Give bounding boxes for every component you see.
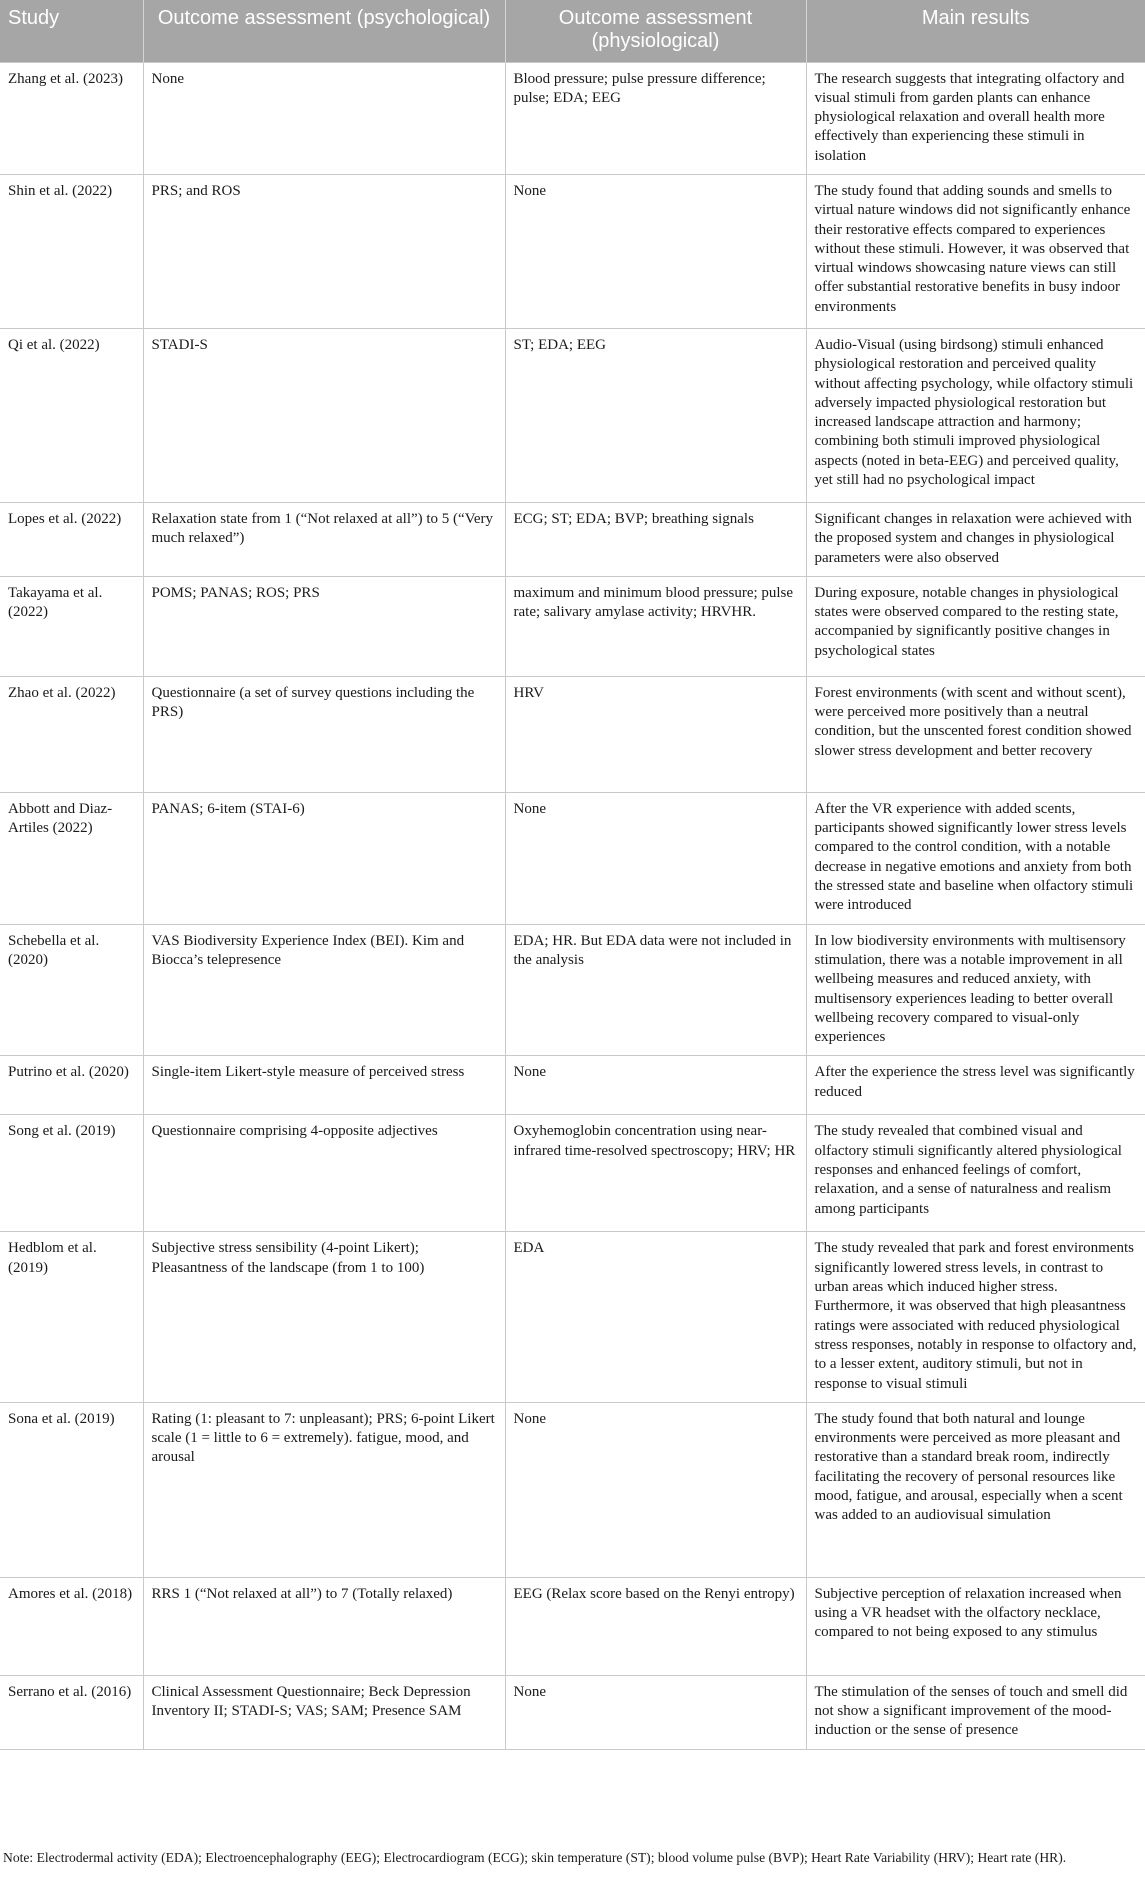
- table-row: [0, 1115, 1145, 1232]
- table-row: [0, 328, 1145, 502]
- table-row: [0, 924, 1145, 1056]
- header-main-results: Main results: [806, 0, 1145, 62]
- cell-study: Takayama et al. (2022): [0, 576, 143, 676]
- cell-study: Serrano et al. (2016): [0, 1675, 143, 1749]
- cell-main-results: The study found that both natural and lounge environments were perceived as more pleasant and restorative than a standard break room, indirectly facilitating the recovery of personal resources like mood, fatigue, and arousal, especially when a scent was added to an audiovisual simulation: [806, 1402, 1145, 1577]
- table-row: [0, 502, 1145, 576]
- cell-main-results: The study found that adding sounds and smells to virtual nature windows did not significantly enhance their restorative effects compared to experiences without these stimuli. However, it was observed that virtual windows showcasing nature views can still offer substantial restorative benefits in busy indoor environments: [806, 174, 1145, 328]
- cell-study: Amores et al. (2018): [0, 1577, 143, 1675]
- cell-main-results: Forest environments (with scent and without scent), were perceived more positively than a neutral condition, but the unscented forest condition showed slower stress development and better recovery: [806, 676, 1145, 792]
- cell-main-results: After the experience the stress level was significantly reduced: [806, 1056, 1145, 1115]
- cell-study: Zhao et al. (2022): [0, 676, 143, 792]
- cell-study: Schebella et al. (2020): [0, 924, 143, 1056]
- table-row: [0, 676, 1145, 792]
- cell-physiological: Blood pressure; pulse pressure difference; pulse; EDA; EEG: [505, 62, 806, 174]
- cell-main-results: Significant changes in relaxation were achieved with the proposed system and changes in physiological parameters were also observed: [806, 502, 1145, 576]
- cell-psychological: Single-item Likert-style measure of perceived stress: [143, 1056, 505, 1115]
- cell-physiological: Oxyhemoglobin concentration using near-infrared time-resolved spectroscopy; HRV; HR: [505, 1115, 806, 1232]
- cell-main-results: In low biodiversity environments with multisensory stimulation, there was a notable improvement in all wellbeing measures and reduced anxiety, with multisensory experiences leading to better overall wellbeing recovery compared to visual-only experiences: [806, 924, 1145, 1056]
- table-header: [0, 0, 1145, 62]
- cell-main-results: During exposure, notable changes in physiological states were observed compared to the resting state, accompanied by significantly positive changes in psychological states: [806, 576, 1145, 676]
- cell-physiological: None: [505, 1402, 806, 1577]
- cell-physiological: ECG; ST; EDA; BVP; breathing signals: [505, 502, 806, 576]
- cell-main-results: Audio-Visual (using birdsong) stimuli enhanced physiological restoration and perceived quality without affecting psychology, while olfactory stimuli adversely impacted physiological restoration but increased landscape attraction and harmony; combining both stimuli improved physiological aspects (noted in beta-EEG) and perceived quality, yet still had no psychological impact: [806, 328, 1145, 502]
- cell-main-results: The research suggests that integrating olfactory and visual stimuli from garden plants can enhance physiological relaxation and overall health more effectively than experiencing these stimuli in isolation: [806, 62, 1145, 174]
- cell-psychological: Questionnaire (a set of survey questions including the PRS): [143, 676, 505, 792]
- cell-physiological: EEG (Relax score based on the Renyi entropy): [505, 1577, 806, 1675]
- cell-study: Song et al. (2019): [0, 1115, 143, 1232]
- table-body: [0, 62, 1145, 1749]
- table-row: [0, 174, 1145, 328]
- cell-psychological: Clinical Assessment Questionnaire; Beck Depression Inventory II; STADI-S; VAS; SAM; Presence SAM: [143, 1675, 505, 1749]
- cell-study: Lopes et al. (2022): [0, 502, 143, 576]
- table-row: [0, 1675, 1145, 1749]
- cell-main-results: After the VR experience with added scents, participants showed significantly lower stress levels compared to the control condition, with a notable decrease in negative emotions and anxiety from both the stressed state and baseline when olfactory stimuli were introduced: [806, 792, 1145, 924]
- cell-psychological: Subjective stress sensibility (4-point Likert); Pleasantness of the landscape (from 1 to 100): [143, 1232, 505, 1402]
- cell-study: Hedblom et al. (2019): [0, 1232, 143, 1402]
- table-row: [0, 62, 1145, 174]
- header-psychological: Outcome assessment (psychological): [143, 0, 505, 62]
- cell-psychological: Rating (1: pleasant to 7: unpleasant); PRS; 6-point Likert scale (1 = little to 6 = extremely). fatigue, mood, and arousal: [143, 1402, 505, 1577]
- header-physiological: Outcome assessment (physiological): [505, 0, 806, 62]
- header-study: Study: [0, 0, 143, 62]
- cell-psychological: VAS Biodiversity Experience Index (BEI). Kim and Biocca’s telepresence: [143, 924, 505, 1056]
- table-row: [0, 576, 1145, 676]
- cell-physiological: HRV: [505, 676, 806, 792]
- cell-psychological: Questionnaire comprising 4-opposite adjectives: [143, 1115, 505, 1232]
- table-footnote: Note: Electrodermal activity (EDA); Electroencephalography (EEG); Electrocardiogram (ECG); skin temperature (ST); blood volume pulse (BVP); Heart Rate Variability (HRV); Heart rate (HR).: [3, 1850, 1067, 1865]
- table-row: [0, 792, 1145, 924]
- cell-study: Shin et al. (2022): [0, 174, 143, 328]
- cell-psychological: None: [143, 62, 505, 174]
- table-row: [0, 1402, 1145, 1577]
- cell-study: Abbott and Diaz-Artiles (2022): [0, 792, 143, 924]
- cell-study: Qi et al. (2022): [0, 328, 143, 502]
- cell-study: Sona et al. (2019): [0, 1402, 143, 1577]
- cell-main-results: Subjective perception of relaxation increased when using a VR headset with the olfactory necklace, compared to not being exposed to any stimulus: [806, 1577, 1145, 1675]
- cell-psychological: STADI-S: [143, 328, 505, 502]
- cell-physiological: ST; EDA; EEG: [505, 328, 806, 502]
- header-row: [0, 0, 1145, 62]
- cell-physiological: None: [505, 1675, 806, 1749]
- cell-physiological: EDA; HR. But EDA data were not included in the analysis: [505, 924, 806, 1056]
- cell-psychological: RRS 1 (“Not relaxed at all”) to 7 (Totally relaxed): [143, 1577, 505, 1675]
- cell-physiological: None: [505, 174, 806, 328]
- cell-main-results: The study revealed that combined visual and olfactory stimuli significantly altered physiological responses and enhanced feelings of comfort, relaxation, and a sense of naturalness and realism among participants: [806, 1115, 1145, 1232]
- cell-psychological: Relaxation state from 1 (“Not relaxed at all”) to 5 (“Very much relaxed”): [143, 502, 505, 576]
- cell-study: Putrino et al. (2020): [0, 1056, 143, 1115]
- cell-physiological: None: [505, 792, 806, 924]
- cell-main-results: The study revealed that park and forest environments significantly lowered stress levels, in contrast to urban areas which induced higher stress. Furthermore, it was observed that high pleasantness ratings were associated with reduced physiological stress responses, notably in response to olfactory and, to a lesser extent, auditory stimuli, but not in response to visual stimuli: [806, 1232, 1145, 1402]
- cell-study: Zhang et al. (2023): [0, 62, 143, 174]
- cell-physiological: maximum and minimum blood pressure; pulse rate; salivary amylase activity; HRVHR.: [505, 576, 806, 676]
- cell-physiological: EDA: [505, 1232, 806, 1402]
- table-row: [0, 1577, 1145, 1675]
- cell-physiological: None: [505, 1056, 806, 1115]
- cell-psychological: POMS; PANAS; ROS; PRS: [143, 576, 505, 676]
- cell-main-results: The stimulation of the senses of touch and smell did not show a significant improvement of the mood- induction or the sense of presence: [806, 1675, 1145, 1749]
- cell-psychological: PRS; and ROS: [143, 174, 505, 328]
- table-row: [0, 1232, 1145, 1402]
- table-row: [0, 1056, 1145, 1115]
- cell-psychological: PANAS; 6-item (STAI-6): [143, 792, 505, 924]
